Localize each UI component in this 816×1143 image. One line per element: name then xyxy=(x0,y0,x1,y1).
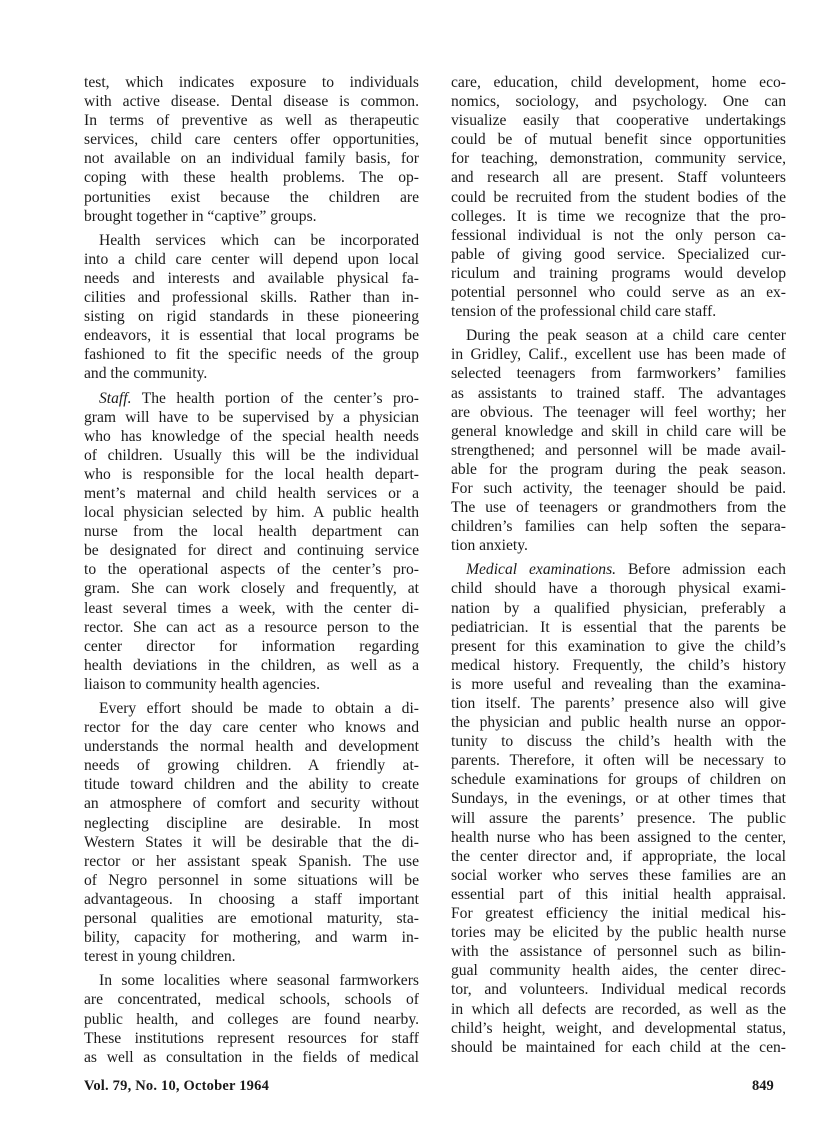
text-line-content: The health portion of the center’s pro- xyxy=(131,389,419,407)
text-line: sisting on rigid standards in these pioneering xyxy=(84,308,419,326)
text-line: coping with these health problems. The op- xyxy=(84,169,419,187)
text-line: local physician selected by him. A public health xyxy=(84,504,419,522)
text-line: of Negro personnel in some situations will be xyxy=(84,871,419,889)
text-line: least several times a week, with the center di- xyxy=(84,599,419,617)
text-line: liaison to community health agencies. xyxy=(84,675,321,693)
text-line: the center director and, if appropriate, the local xyxy=(451,847,786,865)
text-line: are obvious. The teenager will feel worthy; her xyxy=(451,403,786,421)
text-line: with the assistance of personnel such as bilin- xyxy=(451,943,786,961)
text-line: health nurse who has been assigned to the center, xyxy=(451,828,786,846)
page-number: 849 xyxy=(752,1078,774,1094)
paragraph xyxy=(84,971,419,1066)
text-line: present for this examination to give the child’s xyxy=(451,637,786,655)
text-line: tension of the professional child care staff. xyxy=(451,303,717,321)
text-line: medical history. Frequently, the child’s history xyxy=(451,656,786,674)
text-line: tor, and volunteers. Individual medical records xyxy=(451,981,786,999)
text-line: visualize easily that cooperative undertakings xyxy=(451,112,786,130)
text-line: care, education, child development, home eco- xyxy=(451,74,786,91)
text-line: titude toward children and the ability to create xyxy=(84,776,419,794)
text-line: brought together in “captive” groups. xyxy=(84,207,317,225)
text-line: parents. Therefore, it often will be necessary to xyxy=(451,752,786,770)
text-line: an atmosphere of comfort and security without xyxy=(84,795,419,813)
paragraph xyxy=(451,560,786,1056)
text-line: not available on an individual family basis, for xyxy=(84,150,419,168)
text-line: who has knowledge of the special health needs xyxy=(84,427,419,445)
text-line: with active disease. Dental disease is common. xyxy=(84,93,419,111)
text-line xyxy=(451,560,786,579)
paragraph xyxy=(84,231,419,384)
text-line: Western States it will be desirable that the di- xyxy=(84,833,419,851)
text-line: terest in young children. xyxy=(84,948,236,966)
text-line: Every effort should be made to obtain a di- xyxy=(99,700,419,717)
text-line: nation by a qualified physician, preferably a xyxy=(451,599,786,617)
text-line: needs and interests and available physical fa- xyxy=(84,269,419,287)
text-line: The use of teenagers or grandmothers from the xyxy=(451,499,786,517)
text-line: neglecting discipline are desirable. In most xyxy=(84,814,419,832)
text-line: tion anxiety. xyxy=(451,537,528,555)
text-line: riculum and training programs would develop xyxy=(451,264,786,282)
text-line: to the operational aspects of the center’s pro- xyxy=(84,561,419,579)
run-in-heading: Staff. xyxy=(99,389,132,407)
run-in-heading: Medical examinations. xyxy=(466,561,617,579)
text-line: able for the program during the peak season. xyxy=(451,460,786,478)
text-line: child should have a thorough physical exami- xyxy=(451,580,786,598)
text-line: advantageous. In choosing a staff important xyxy=(84,890,419,908)
paragraph xyxy=(84,699,419,966)
text-line: rector. She can act as a resource person to the xyxy=(84,618,419,636)
text-line: social worker who serves these families are an xyxy=(451,866,786,884)
text-line: for teaching, demonstration, community service, xyxy=(451,150,786,168)
text-line: In terms of preventive as well as therapeutic xyxy=(84,112,419,130)
text-line: health deviations in the children, as well as a xyxy=(84,656,419,674)
journal-citation-footer: Vol. 79, No. 10, October 1964 xyxy=(84,1078,270,1094)
text-line: Health services which can be incorporated xyxy=(99,231,419,249)
text-line: be designated for direct and continuing service xyxy=(84,542,419,560)
text-line: personal qualities are emotional maturity, sta- xyxy=(84,910,419,928)
text-line: child’s height, weight, and developmental status, xyxy=(451,1019,786,1037)
text-line: For such activity, the teenager should be paid. xyxy=(451,479,786,497)
text-line: nomics, sociology, and psychology. One can xyxy=(451,93,786,111)
text-line: who is responsible for the local health depart- xyxy=(84,465,419,483)
text-line: essential part of this initial health appraisal. xyxy=(451,885,786,903)
text-line: potential personnel who could serve as an ex- xyxy=(451,284,786,302)
text-line: During the peak season at a child care center xyxy=(466,327,786,345)
paragraph xyxy=(84,389,419,695)
text-line: as assistants to trained staff. The advantages xyxy=(451,384,786,402)
text-line: needs of growing children. A friendly at- xyxy=(84,757,419,775)
text-line: could be of mutual benefit since opportunities xyxy=(451,131,786,149)
text-line xyxy=(84,389,419,408)
text-line: into a child care center will depend upon local xyxy=(84,250,419,268)
text-line: understands the normal health and development xyxy=(84,738,419,756)
text-line: strengthened; and personnel will be made avail- xyxy=(451,441,786,459)
text-line: and research all are present. Staff volunteers xyxy=(451,169,786,187)
left-text-column xyxy=(84,73,419,1072)
text-line: tion itself. The parents’ presence also will give xyxy=(451,695,786,712)
text-line: general knowledge and skill in child care will be xyxy=(451,422,786,440)
text-line: colleges. It is time we recognize that the pro- xyxy=(451,207,786,225)
text-line: of children. Usually this will be the individual xyxy=(84,446,419,464)
text-line: test, which indicates exposure to individuals xyxy=(84,74,419,91)
text-line: selected teenagers from farmworkers’ families xyxy=(451,365,786,383)
text-line-content: Before admission each xyxy=(616,561,786,579)
text-line: are concentrated, medical schools, schools of xyxy=(84,991,419,1009)
paragraph xyxy=(84,73,419,226)
text-line: in Gridley, Calif., excellent use has been made of xyxy=(451,346,786,364)
text-line: gual community health aides, the center direc- xyxy=(451,962,786,980)
text-line: gram. She can work closely and frequently, at xyxy=(84,580,419,598)
text-line: center director for information regarding xyxy=(84,637,419,655)
text-line: in which all defects are recorded, as well as the xyxy=(451,1000,786,1018)
text-line: For greatest efficiency the initial medical his- xyxy=(451,905,786,923)
text-line: pediatrician. It is essential that the parents be xyxy=(451,618,786,636)
text-line: cilities and professional skills. Rather than in- xyxy=(84,289,419,307)
paragraph xyxy=(451,326,786,555)
text-line: services, child care centers offer opportunities, xyxy=(84,131,419,149)
text-line: schedule examinations for groups of children on xyxy=(451,771,786,789)
text-line: fashioned to fit the specific needs of the group xyxy=(84,346,419,364)
text-line: bility, capacity for mothering, and warm in- xyxy=(84,929,419,947)
text-line: nurse from the local health department can xyxy=(84,523,419,541)
text-line: ment’s maternal and child health services or a xyxy=(84,484,419,502)
text-line: endeavors, it is essential that local programs be xyxy=(84,327,419,345)
text-line: tunity to discuss the child’s health with the xyxy=(451,733,786,751)
text-line: portunities exist because the children are xyxy=(84,188,419,206)
text-line: These institutions represent resources for staff xyxy=(84,1029,419,1047)
text-line: as well as consultation in the fields of medical xyxy=(84,1048,419,1066)
text-line: Sundays, in the evenings, or at other times that xyxy=(451,790,786,808)
text-line: children’s families can help soften the separa- xyxy=(451,518,786,536)
right-text-column xyxy=(451,73,786,1062)
text-line: will assure the parents’ presence. The public xyxy=(451,809,786,827)
text-line: is more useful and revealing than the examina- xyxy=(451,675,786,693)
text-line: rector or her assistant speak Spanish. The use xyxy=(84,852,419,870)
text-line: the physician and public health nurse an oppor- xyxy=(451,714,786,732)
text-line: pable of giving good service. Specialized cur- xyxy=(451,245,786,263)
text-line: should be maintained for each child at the cen- xyxy=(451,1038,786,1056)
text-line: and the community. xyxy=(84,365,208,383)
paragraph xyxy=(451,73,786,321)
text-line: fessional individual is not the only person ca- xyxy=(451,226,786,244)
text-line: rector for the day care center who knows and xyxy=(84,719,419,737)
text-line: public health, and colleges are found nearby. xyxy=(84,1010,419,1028)
text-line: In some localities where seasonal farmworkers xyxy=(99,972,419,990)
text-line: could be recruited from the student bodies of the xyxy=(451,188,786,206)
text-line: tories may be elicited by the public health nurse xyxy=(451,924,786,942)
text-line: gram will have to be supervised by a physician xyxy=(84,408,419,426)
